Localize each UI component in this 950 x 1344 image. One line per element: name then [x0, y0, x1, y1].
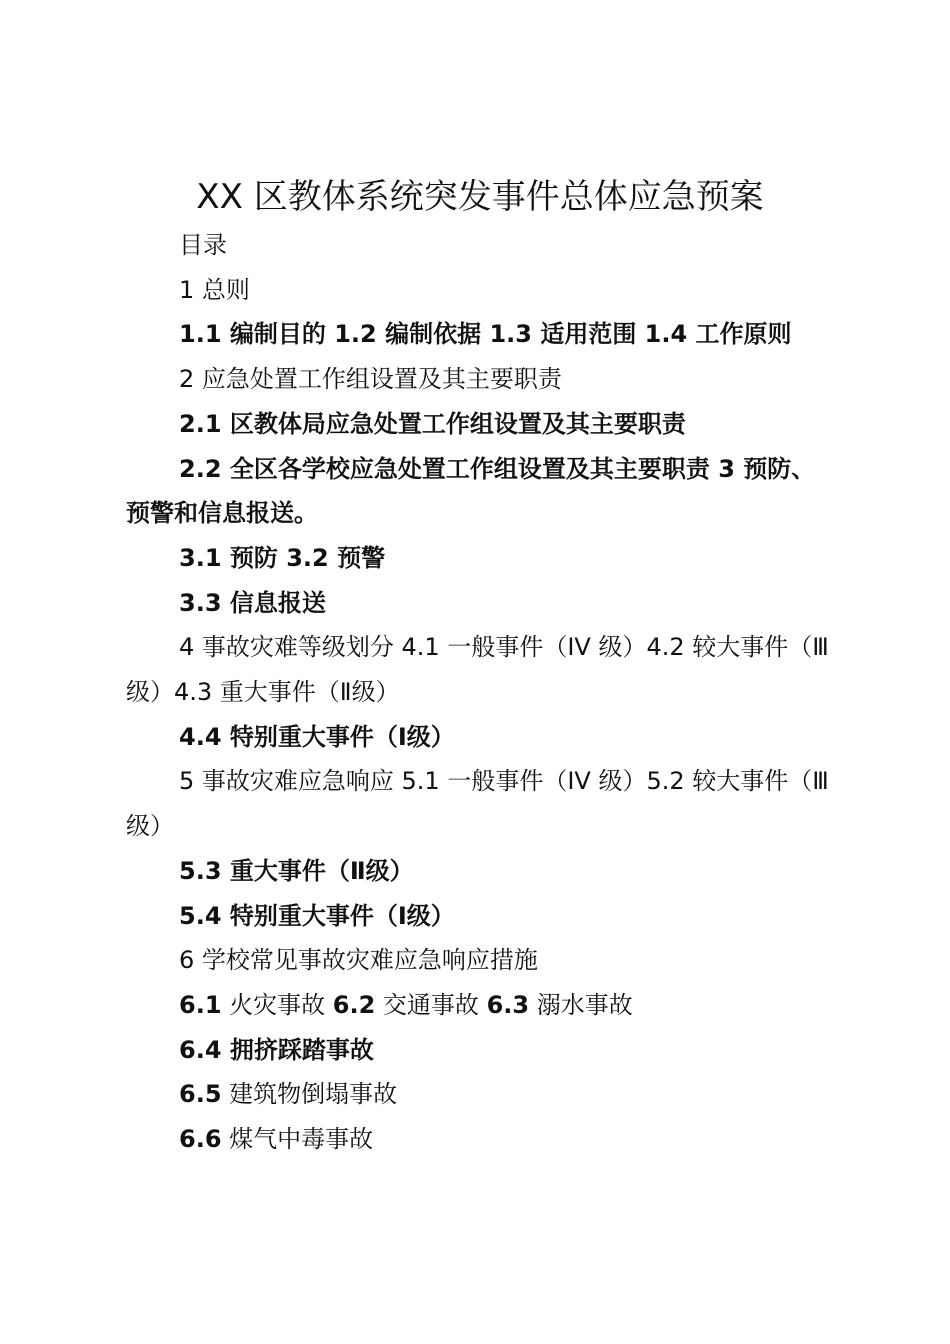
toc-number-6-5: 6.5 — [179, 1080, 222, 1109]
toc-line-5-3: 5.3 重大事件（Ⅱ级） — [179, 856, 414, 885]
toc-text-fire: 火灾事故 — [221, 990, 333, 1019]
toc-line-3-3: 3.3 信息报送 — [179, 588, 326, 617]
toc-text-traffic: 交通事故 — [375, 990, 487, 1019]
toc-line-2-1: 2.1 区教体局应急处置工作组设置及其主要职责 — [179, 409, 686, 438]
toc-line-4-4: 4.4 特别重大事件（Ⅰ级） — [179, 722, 455, 751]
toc-line-5-response: 5 事故灾难应急响应 5.1 一般事件（IV 级）5.2 较大事件（Ⅲ级） — [126, 767, 829, 841]
toc-line-general-principles: 1 总则 — [179, 275, 250, 304]
toc-line-4-classification: 4 事故灾难等级划分 4.1 一般事件（IV 级）4.2 较大事件（Ⅲ级）4.3 重大事件（Ⅱ级） — [126, 633, 829, 707]
toc-number-6-6: 6.6 — [179, 1125, 222, 1154]
toc-line-working-group: 2 应急处置工作组设置及其主要职责 — [179, 365, 562, 394]
toc-line-6-5 — [126, 1072, 838, 1117]
toc-text-gas-poisoning: 煤气中毒事故 — [221, 1125, 374, 1154]
toc-number-6-3: 6.3 — [486, 990, 530, 1019]
toc-line-6-4: 6.4 拥挤踩踏事故 — [179, 1035, 374, 1064]
toc-line-3-1-3-2: 3.1 预防 3.2 预警 — [179, 543, 386, 572]
toc-text-drowning: 溺水事故 — [529, 990, 633, 1019]
document-title: XX 区教体系统突发事件总体应急预案 — [196, 177, 764, 217]
toc-line-5-4: 5.4 特别重大事件（Ⅰ级） — [179, 901, 455, 930]
toc-number-6-1: 6.1 — [179, 990, 222, 1019]
toc-number-6-2: 6.2 — [332, 990, 376, 1019]
toc-line-6-measures: 6 学校常见事故灾难应急响应措施 — [179, 946, 538, 975]
toc-heading: 目录 — [179, 231, 227, 259]
toc-line-6-6 — [126, 1117, 838, 1162]
toc-line-2-2-and-3: 2.2 全区各学校应急处置工作组设置及其主要职责 3 预防、预警和信息报送。 — [126, 454, 816, 528]
toc-text-building-collapse: 建筑物倒塌事故 — [221, 1080, 398, 1109]
table-of-contents — [126, 223, 838, 1162]
toc-line-1-subsections: 1.1 编制目的 1.2 编制依据 1.3 适用范围 1.4 工作原则 — [179, 320, 792, 349]
toc-line-6-1-to-6-3 — [126, 983, 838, 1028]
